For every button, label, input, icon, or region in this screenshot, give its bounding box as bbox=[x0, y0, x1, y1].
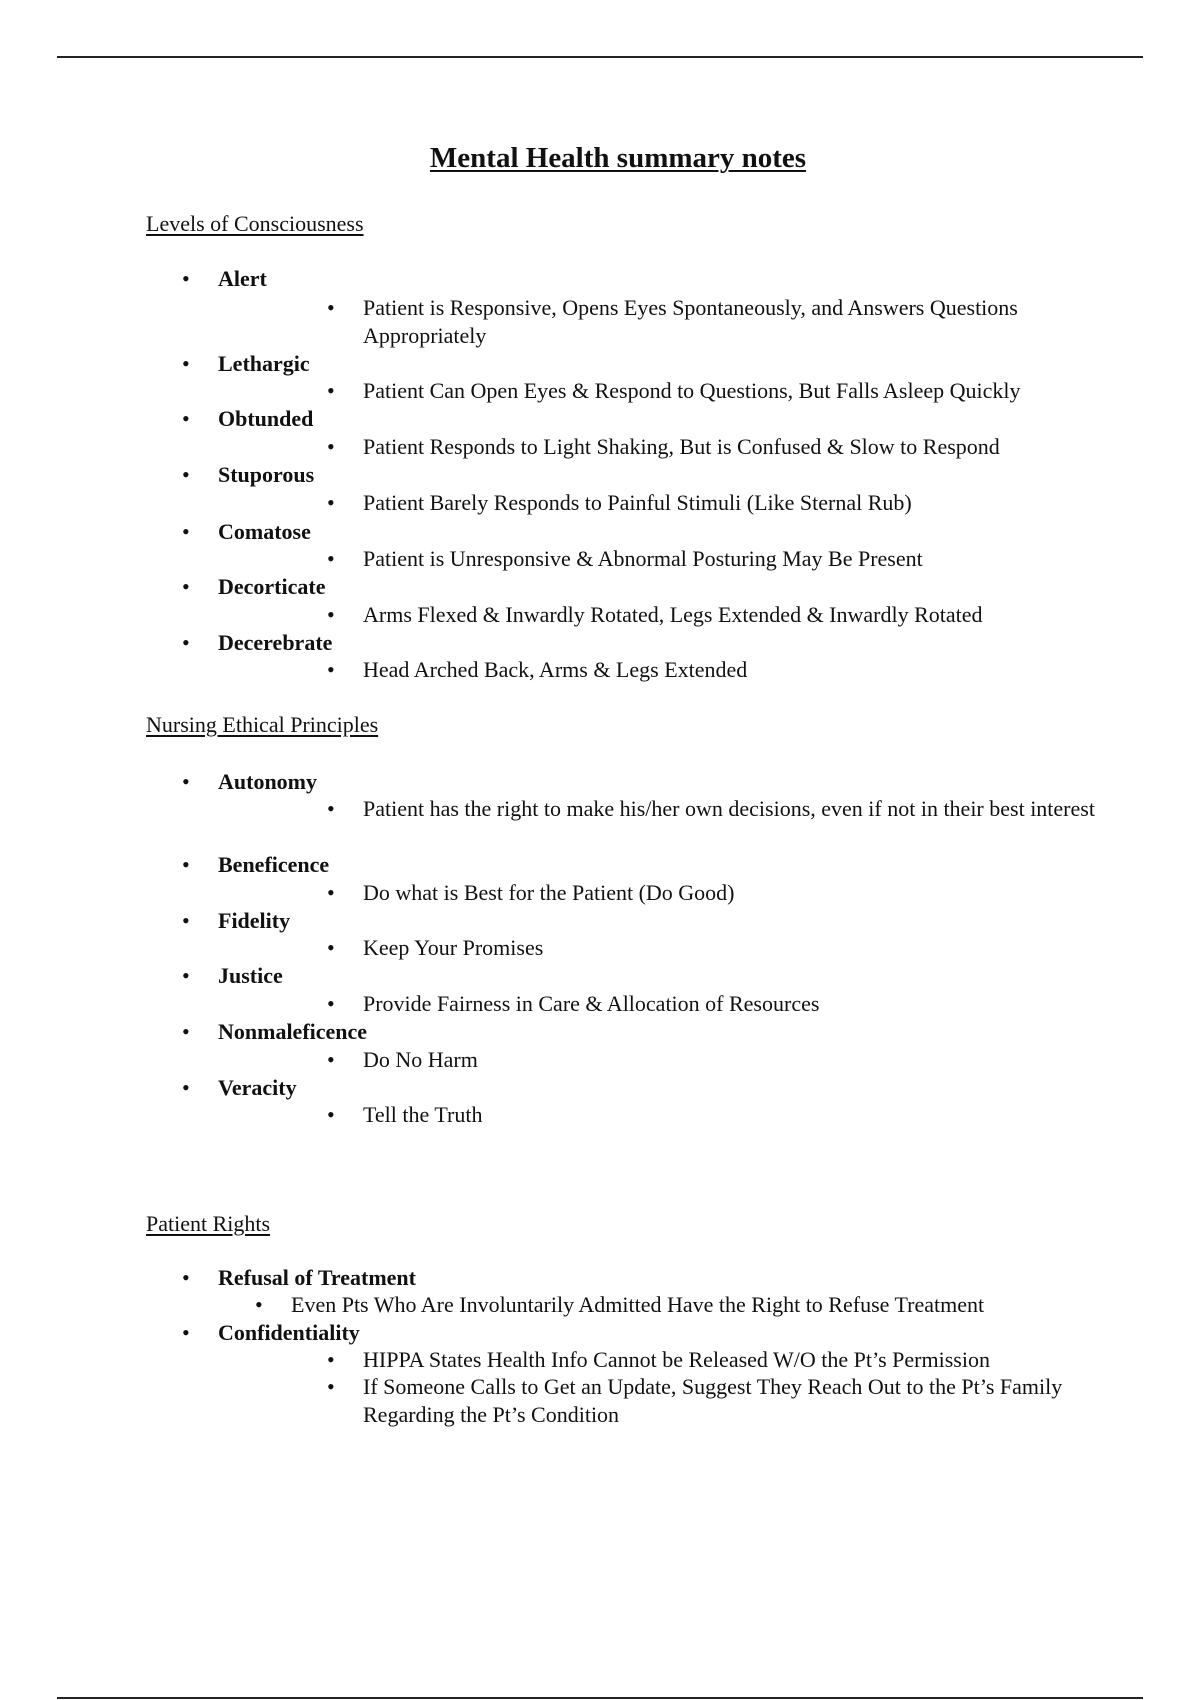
detail-fidelity: • Keep Your Promises bbox=[363, 934, 1103, 962]
page-title: Mental Health summary notes bbox=[429, 142, 807, 174]
section-heading-rights: Patient Rights bbox=[146, 1211, 271, 1236]
detail-lethargic: • Patient Can Open Eyes & Respond to Questions, But Falls Asleep Quickly bbox=[363, 377, 1103, 405]
detail-comatose: • Patient is Unresponsive & Abnormal Posturing May Be Present bbox=[363, 545, 1103, 573]
detail-decerebrate: • Head Arched Back, Arms & Legs Extended bbox=[363, 656, 1103, 684]
term-decerebrate: • Decerebrate bbox=[218, 629, 332, 657]
detail-alert: • Patient is Responsive, Opens Eyes Spontaneously, and Answers Questions Appropriately bbox=[363, 294, 1103, 350]
detail-veracity: • Tell the Truth bbox=[363, 1101, 1103, 1129]
term-alert: • Alert bbox=[218, 265, 267, 293]
term-obtunded: • Obtunded bbox=[218, 405, 313, 433]
term-confidentiality: • Confidentiality bbox=[218, 1319, 360, 1347]
detail-decorticate: • Arms Flexed & Inwardly Rotated, Legs Extended & Inwardly Rotated bbox=[363, 601, 1103, 629]
term-comatose: • Comatose bbox=[218, 518, 311, 546]
detail-refusal-of-treatment: • Even Pts Who Are Involuntarily Admitted Have the Right to Refuse Treatment bbox=[291, 1291, 1111, 1319]
detail-confidentiality-calls: • If Someone Calls to Get an Update, Suggest They Reach Out to the Pt’s Family Regarding the Pt’s Condition bbox=[363, 1373, 1103, 1429]
term-fidelity: • Fidelity bbox=[218, 907, 290, 935]
section-heading-consciousness: Levels of Consciousness bbox=[146, 211, 364, 236]
section-heading-ethics: Nursing Ethical Principles bbox=[146, 712, 379, 737]
term-autonomy: • Autonomy bbox=[218, 768, 317, 796]
detail-stuporous: • Patient Barely Responds to Painful Stimuli (Like Sternal Rub) bbox=[363, 489, 1103, 517]
bottom-rule bbox=[57, 1697, 1143, 1699]
detail-confidentiality-hippa: • HIPPA States Health Info Cannot be Released W/O the Pt’s Permission bbox=[363, 1346, 1103, 1374]
term-beneficence: • Beneficence bbox=[218, 851, 329, 879]
term-lethargic: • Lethargic bbox=[218, 350, 310, 378]
term-stuporous: • Stuporous bbox=[218, 461, 314, 489]
term-decorticate: • Decorticate bbox=[218, 573, 325, 601]
detail-obtunded: • Patient Responds to Light Shaking, But is Confused & Slow to Respond bbox=[363, 433, 1103, 461]
detail-justice: • Provide Fairness in Care & Allocation of Resources bbox=[363, 990, 1103, 1018]
detail-beneficence: • Do what is Best for the Patient (Do Good) bbox=[363, 879, 1103, 907]
detail-nonmaleficence: • Do No Harm bbox=[363, 1046, 1103, 1074]
term-justice: • Justice bbox=[218, 962, 283, 990]
term-nonmaleficence: • Nonmaleficence bbox=[218, 1018, 367, 1046]
term-refusal-of-treatment: • Refusal of Treatment bbox=[218, 1264, 416, 1292]
term-veracity: • Veracity bbox=[218, 1074, 297, 1102]
detail-autonomy: • Patient has the right to make his/her own decisions, even if not in their best interest bbox=[363, 795, 1103, 823]
